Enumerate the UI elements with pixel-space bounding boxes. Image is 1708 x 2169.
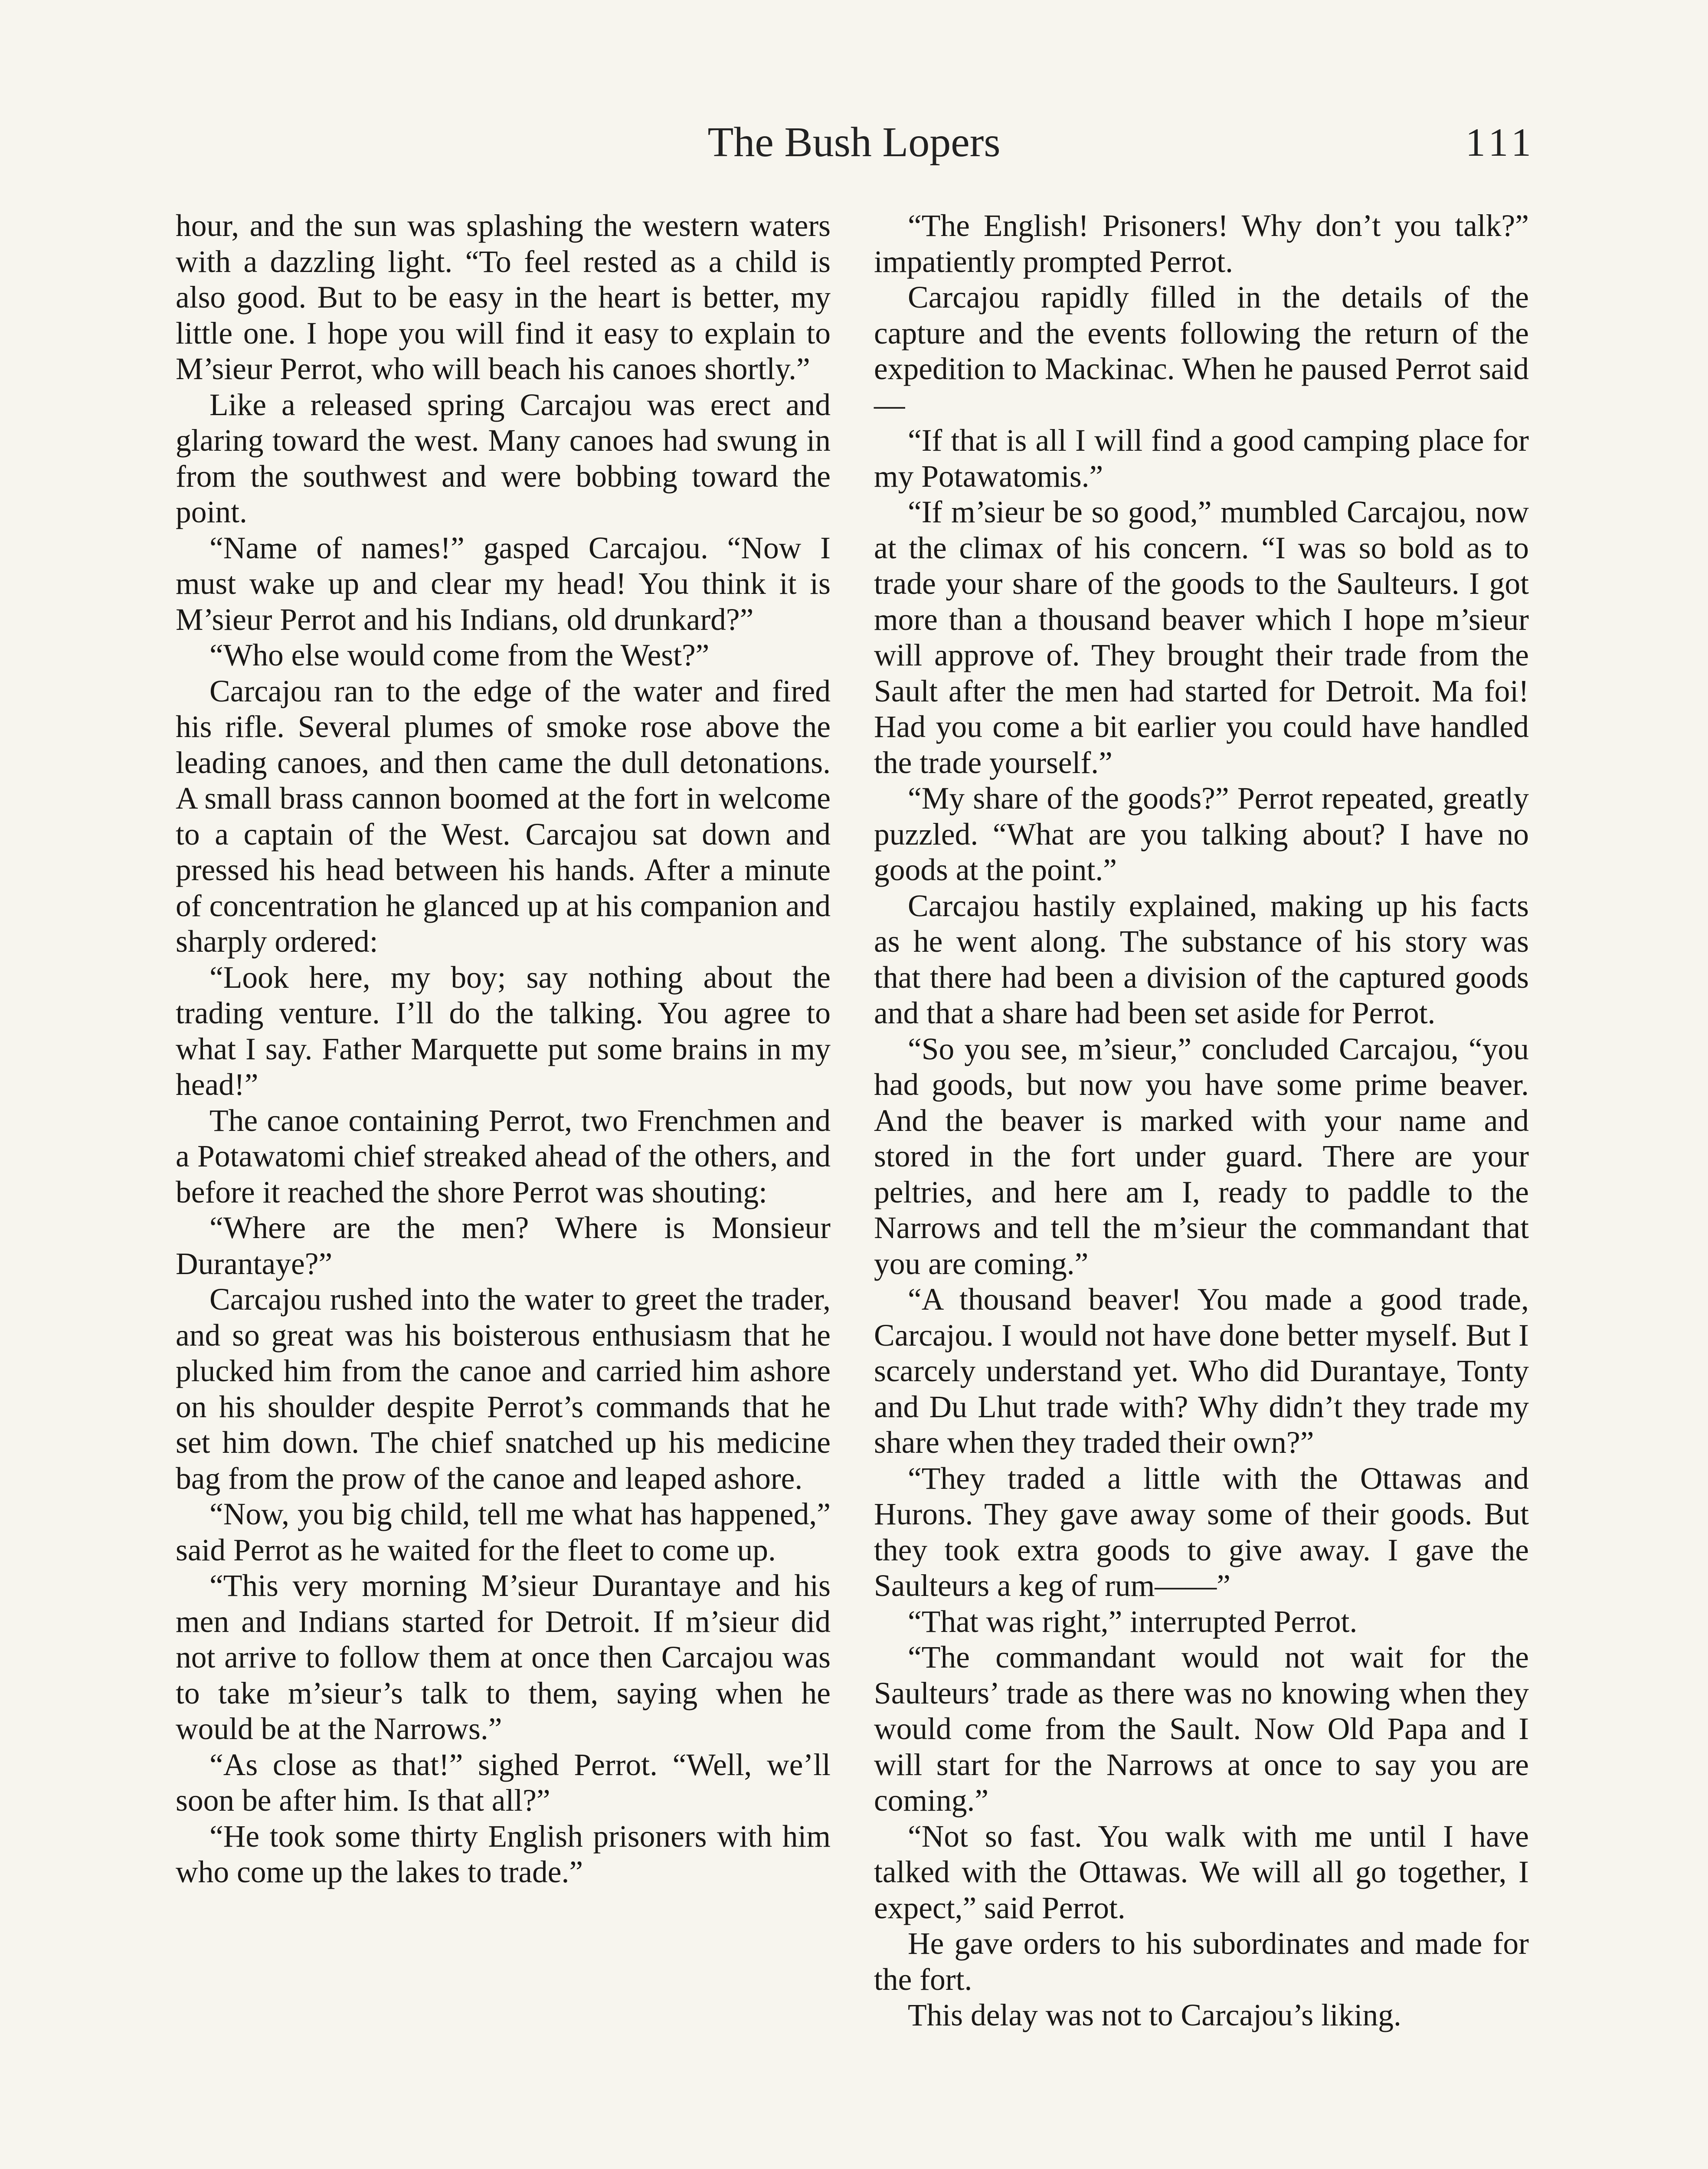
paragraph: “Who else would come from the West?”: [209, 638, 710, 672]
paragraph: “If m’sieur be so good,” mumbled Carcajou, now at the climax of his concern. “I was so bold as to trade your share of the goods to the Saulteurs. I got more than a thousand beaver which I hope m’sieur will approve of. They brought their trade from the Sault after the men had started for Detroit. Ma foi! Had you come a bit earlier you could have handled the trade yourself.”: [874, 495, 1529, 780]
paragraph: “A thousand beaver! You made a good trade, Carcajou. I would not have done better myself. But I scarcely understand yet. Who did Durantaye, Tonty and Du Lhut trade with? Why didn’t they trade my share when they traded their own?”: [874, 1282, 1529, 1460]
running-header-title: The Bush Lopers: [707, 119, 1001, 166]
paragraph: “My share of the goods?” Perrot repeated, greatly puzzled. “What are you talking about? I have no goods at the point.”: [874, 781, 1529, 887]
paragraph: “As close as that!” sighed Perrot. “Well, we’ll soon be after him. Is that all?”: [176, 1747, 831, 1818]
text-column-left: [176, 208, 831, 1891]
paragraph: “This very morning M’sieur Durantaye and his men and Indians started for Detroit. If m’sieur did not arrive to follow them at once then Carcajou was to take m’sieur’s talk to them, saying when he would be at the Narrows.”: [176, 1569, 831, 1746]
paragraph: “Now, you big child, tell me what has happened,” said Perrot as he waited for the fleet to come up.: [176, 1497, 831, 1567]
paragraph: “The English! Prisoners! Why don’t you talk?” impatiently prompted Perrot.: [874, 209, 1529, 279]
paragraph: Carcajou ran to the edge of the water and fired his rifle. Several plumes of smoke rose above the leading canoes, and then came the dull detonations. A small brass cannon boomed at the fort in welcome to a captain of the West. Carcajou sat down and pressed his head between his hands. After a minute of concentration he glanced up at his companion and sharply ordered:: [176, 674, 831, 959]
paragraph: “Look here, my boy; say nothing about the trading venture. I’ll do the talking. You agree to what I say. Father Marquette put some brains in my head!”: [176, 960, 831, 1102]
paragraph: Carcajou rapidly filled in the details of the capture and the events following the return of the expedition to Mackinac. When he paused Perrot said—: [874, 280, 1529, 422]
paragraph: “Not so fast. You walk with me until I have talked with the Ottawas. We will all go together, I expect,” said Perrot.: [874, 1819, 1529, 1925]
paragraph: This delay was not to Carcajou’s liking.: [908, 1998, 1401, 2032]
paragraph: “So you see, m’sieur,” concluded Carcajou, “you had goods, but now you have some prime beaver. And the beaver is marked with your name and stored in the fort under guard. There are your peltries, and here am I, ready to paddle to the Narrows and tell the m’sieur the commandant that you are coming.”: [874, 1032, 1529, 1281]
paragraph: “They traded a little with the Ottawas and Hurons. They gave away some of their goods. But they took extra goods to give away. I gave the Saulteurs a keg of rum——”: [874, 1461, 1529, 1603]
paragraph: Carcajou rushed into the water to greet the trader, and so great was his boisterous enthusiasm that he plucked him from the canoe and carried him ashore on his shoulder despite Perrot’s commands that he set him down. The chief snatched up his medicine bag from the prow of the canoe and leaped ashore.: [176, 1282, 831, 1496]
paragraph: “If that is all I will find a good camping place for my Potawatomis.”: [874, 423, 1529, 494]
paragraph: He gave orders to his subordinates and made for the fort.: [874, 1927, 1529, 1997]
paragraph: Like a released spring Carcajou was erect and glaring toward the west. Many canoes had swung in from the southwest and were bobbing toward the point.: [176, 387, 831, 529]
paragraph: “That was right,” interrupted Perrot.: [908, 1604, 1358, 1639]
paragraph: “Where are the men? Where is Monsieur Durantaye?”: [176, 1211, 831, 1281]
text-column-right: [874, 208, 1529, 2034]
paragraph: “He took some thirty English prisoners with him who come up the lakes to trade.”: [176, 1819, 831, 1889]
paragraph: “The commandant would not wait for the Saulteurs’ trade as there was no knowing when they would come from the Sault. Now Old Papa and I will start for the Narrows at once to say you are coming.”: [874, 1640, 1529, 1818]
paragraph: hour, and the sun was splashing the western waters with a dazzling light. “To feel rested as a child is also good. But to be easy in the heart is better, my little one. I hope you will find it easy to explain to M’sieur Perrot, who will beach his canoes shortly.”: [176, 209, 831, 386]
page-number: 111: [1465, 120, 1535, 164]
paragraph: “Name of names!” gasped Carcajou. “Now I must wake up and clear my head! You think it is M’sieur Perrot and his Indians, old drunkard?”: [176, 531, 831, 637]
paragraph: The canoe containing Perrot, two Frenchmen and a Potawatomi chief streaked ahead of the others, and before it reached the shore Perrot was shouting:: [176, 1103, 831, 1209]
paragraph: Carcajou hastily explained, making up his facts as he went along. The substance of his story was that there had been a division of the captured goods and that a share had been set aside for Perrot.: [874, 888, 1529, 1030]
